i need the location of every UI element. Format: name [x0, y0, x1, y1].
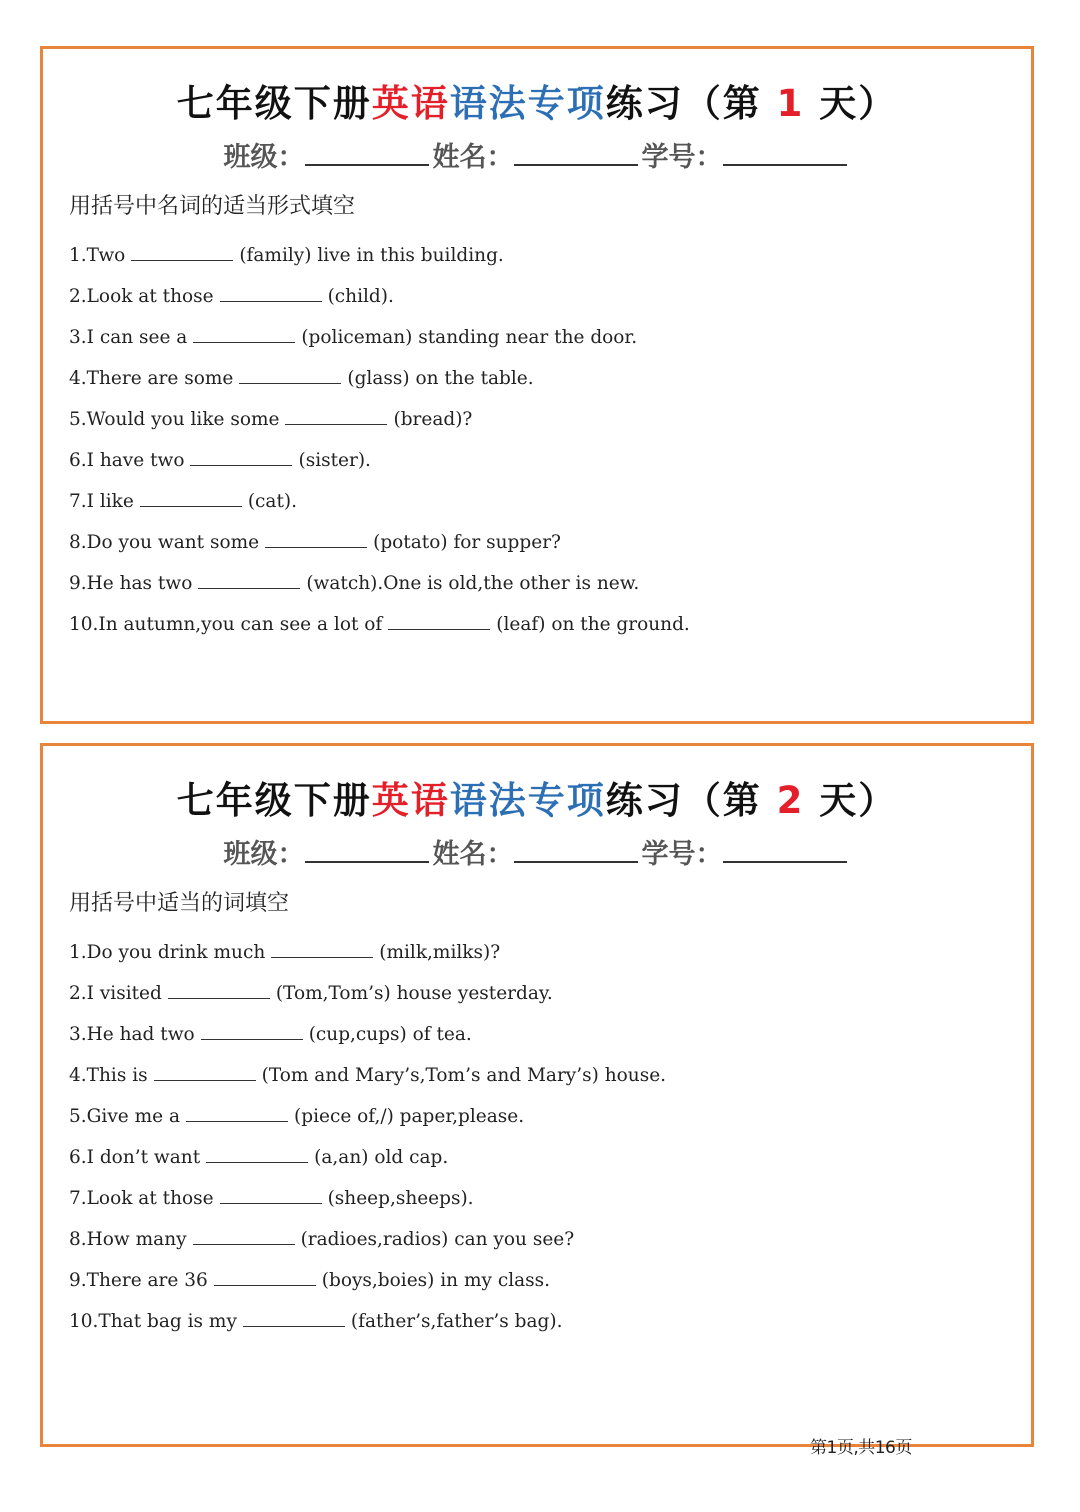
question-item: [69, 488, 690, 529]
question-prefix: 6.I don’t want: [69, 1147, 201, 1168]
title-day-number: 2: [776, 779, 805, 822]
answer-blank[interactable]: [206, 1144, 308, 1163]
question-item: [69, 1103, 666, 1144]
question-prefix: 5.Give me a: [69, 1106, 181, 1127]
exercise-instruction: 用括号中适当的词填空: [69, 891, 290, 916]
question-item: [69, 324, 690, 365]
question-item: [69, 1062, 666, 1103]
name-blank[interactable]: [514, 138, 638, 166]
answer-blank[interactable]: [186, 1103, 288, 1122]
worksheet-title: [43, 770, 1031, 824]
number-label: 学号：: [641, 839, 723, 870]
class-label: 班级：: [223, 142, 305, 173]
worksheet-card-day-2: [40, 743, 1034, 1447]
question-prefix: 10.That bag is my: [69, 1311, 237, 1332]
question-suffix: (Tom and Mary’s,Tom’s and Mary’s) house.: [261, 1065, 667, 1086]
question-item: [69, 1185, 666, 1226]
name-label: 姓名：: [432, 142, 514, 173]
question-list: [69, 242, 690, 652]
question-item: [69, 570, 690, 611]
answer-blank[interactable]: [239, 365, 341, 384]
answer-blank[interactable]: [243, 1308, 345, 1327]
answer-blank[interactable]: [265, 529, 367, 548]
answer-blank[interactable]: [220, 283, 322, 302]
question-item: [69, 1267, 666, 1308]
question-suffix: (sister).: [298, 450, 371, 471]
student-info-row: [43, 832, 1031, 871]
exercise-instruction: 用括号中名词的适当形式填空: [69, 194, 356, 219]
question-item: [69, 365, 690, 406]
question-suffix: (milk,milks)?: [379, 942, 501, 963]
question-prefix: 7.Look at those: [69, 1188, 214, 1209]
question-suffix: (glass) on the table.: [347, 368, 534, 389]
answer-blank[interactable]: [154, 1062, 256, 1081]
answer-blank[interactable]: [201, 1021, 303, 1040]
question-list: [69, 939, 666, 1349]
question-suffix: (watch).One is old,the other is new.: [306, 573, 640, 594]
question-item: [69, 1308, 666, 1349]
question-suffix: (family) live in this building.: [239, 245, 504, 266]
answer-blank[interactable]: [193, 1226, 295, 1245]
answer-blank[interactable]: [198, 570, 300, 589]
question-item: [69, 447, 690, 488]
class-blank[interactable]: [305, 138, 429, 166]
answer-blank[interactable]: [214, 1267, 316, 1286]
answer-blank[interactable]: [193, 324, 295, 343]
title-topic: 语法专项: [449, 82, 606, 125]
answer-blank[interactable]: [131, 242, 233, 261]
title-grade: 七年级下册: [176, 82, 372, 125]
question-prefix: 5.Would you like some: [69, 409, 280, 430]
question-suffix: (father’s,father’s bag).: [350, 1311, 563, 1332]
question-item: [69, 242, 690, 283]
answer-blank[interactable]: [271, 939, 373, 958]
question-item: [69, 283, 690, 324]
question-item: [69, 611, 690, 652]
title-practice: 练习（第: [605, 779, 777, 822]
question-item: [69, 1226, 666, 1267]
question-suffix: (boys,boies) in my class.: [321, 1270, 551, 1291]
question-suffix: (policeman) standing near the door.: [301, 327, 638, 348]
title-grade: 七年级下册: [176, 779, 372, 822]
answer-blank[interactable]: [220, 1185, 322, 1204]
worksheet-title: [43, 73, 1031, 127]
question-prefix: 2.Look at those: [69, 286, 214, 307]
question-item: [69, 939, 666, 980]
question-prefix: 8.Do you want some: [69, 532, 260, 553]
page-number: 第1页,共16页: [810, 1438, 912, 1458]
question-prefix: 6.I have two: [69, 450, 185, 471]
question-prefix: 9.He has two: [69, 573, 193, 594]
question-suffix: (cat).: [247, 491, 297, 512]
title-day-suffix: 天）: [804, 779, 898, 822]
student-info-row: [43, 135, 1031, 174]
name-blank[interactable]: [514, 835, 638, 863]
question-prefix: 4.This is: [69, 1065, 148, 1086]
question-prefix: 3.I can see a: [69, 327, 188, 348]
question-suffix: (leaf) on the ground.: [496, 614, 690, 635]
answer-blank[interactable]: [388, 611, 490, 630]
number-blank[interactable]: [723, 835, 847, 863]
answer-blank[interactable]: [285, 406, 387, 425]
question-prefix: 4.There are some: [69, 368, 234, 389]
class-label: 班级：: [223, 839, 305, 870]
question-suffix: (radioes,radios) can you see?: [300, 1229, 575, 1250]
title-subject: 英语: [371, 779, 450, 822]
question-suffix: (potato) for supper?: [373, 532, 561, 553]
question-prefix: 7.I like: [69, 491, 134, 512]
question-suffix: (bread)?: [393, 409, 473, 430]
question-item: [69, 980, 666, 1021]
question-item: [69, 1021, 666, 1062]
question-prefix: 10.In autumn,you can see a lot of: [69, 614, 383, 635]
answer-blank[interactable]: [168, 980, 270, 999]
question-suffix: (piece of,/) paper,please.: [294, 1106, 525, 1127]
answer-blank[interactable]: [190, 447, 292, 466]
title-topic: 语法专项: [449, 779, 606, 822]
title-day-number: 1: [776, 82, 805, 125]
question-prefix: 1.Two: [69, 245, 126, 266]
question-item: [69, 406, 690, 447]
answer-blank[interactable]: [140, 488, 242, 507]
title-day-suffix: 天）: [804, 82, 898, 125]
question-suffix: (Tom,Tom’s) house yesterday.: [275, 983, 553, 1004]
name-label: 姓名：: [432, 839, 514, 870]
title-subject: 英语: [371, 82, 450, 125]
question-item: [69, 529, 690, 570]
question-suffix: (sheep,sheeps).: [327, 1188, 474, 1209]
title-practice: 练习（第: [605, 82, 777, 125]
question-prefix: 8.How many: [69, 1229, 187, 1250]
class-blank[interactable]: [305, 835, 429, 863]
question-prefix: 3.He had two: [69, 1024, 195, 1045]
question-suffix: (child).: [327, 286, 394, 307]
worksheet-card-day-1: [40, 46, 1034, 724]
question-prefix: 1.Do you drink much: [69, 942, 266, 963]
question-prefix: 2.I visited: [69, 983, 162, 1004]
question-suffix: (cup,cups) of tea.: [308, 1024, 472, 1045]
question-item: [69, 1144, 666, 1185]
question-prefix: 9.There are 36: [69, 1270, 208, 1291]
number-label: 学号：: [641, 142, 723, 173]
number-blank[interactable]: [723, 138, 847, 166]
question-suffix: (a,an) old cap.: [314, 1147, 449, 1168]
